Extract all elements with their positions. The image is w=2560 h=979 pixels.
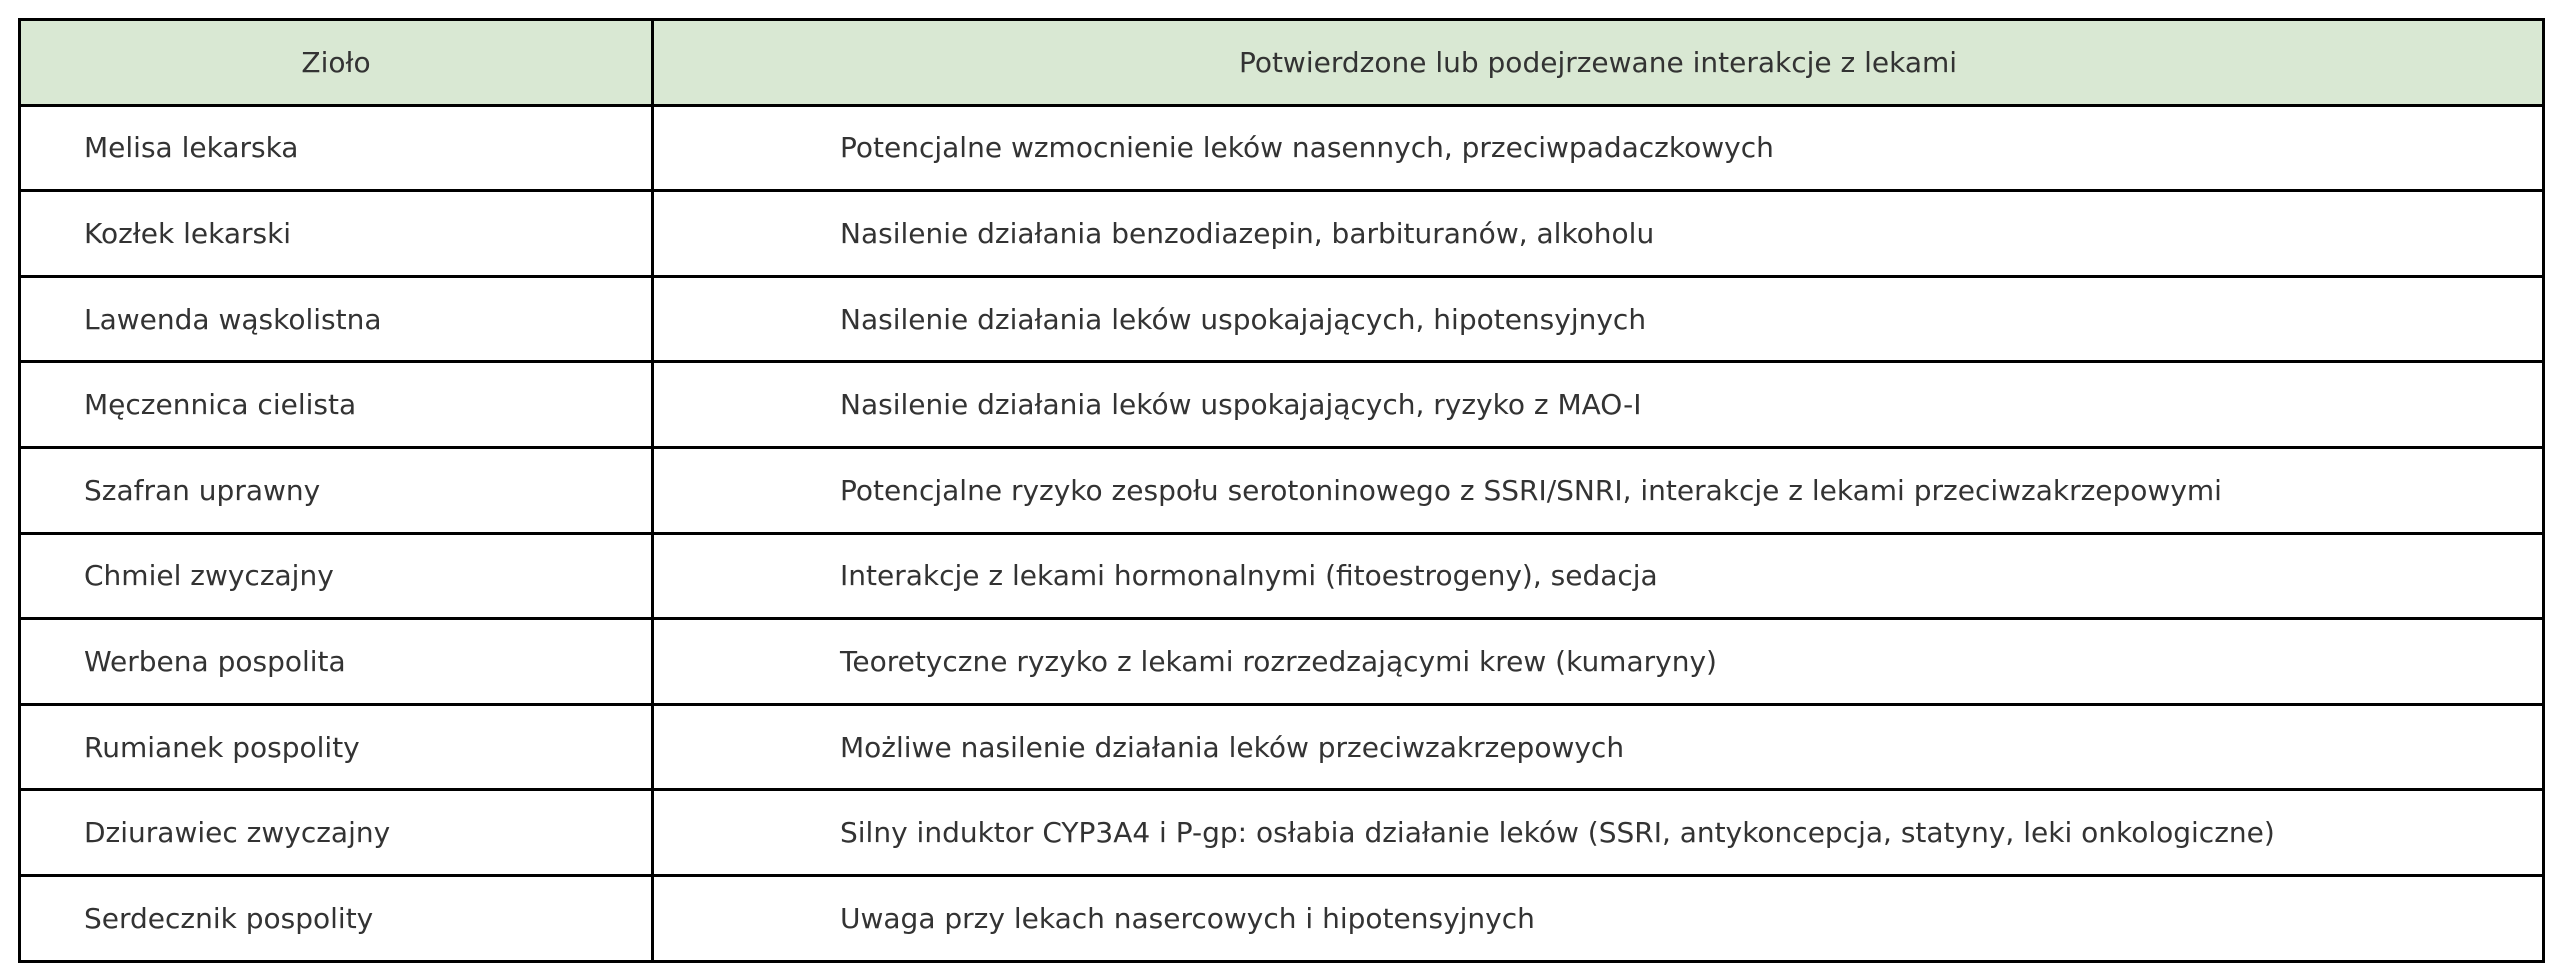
interaction-cell: Potencjalne wzmocnienie leków nasennych, przeciwpadaczkowych — [653, 105, 2544, 191]
herb-name-cell: Rumianek pospolity — [20, 704, 653, 790]
table-row — [20, 619, 2544, 705]
table-row — [20, 105, 2544, 191]
table-row — [20, 362, 2544, 448]
interaction-cell: Uwaga przy lekach nasercowych i hipotensyjnych — [653, 875, 2544, 961]
herb-name-cell: Werbena pospolita — [20, 619, 653, 705]
interaction-cell: Silny induktor CYP3A4 i P-gp: osłabia działanie leków (SSRI, antykoncepcja, statyny, leki onkologiczne) — [653, 790, 2544, 876]
table-row — [20, 447, 2544, 533]
interaction-cell: Teoretyczne ryzyko z lekami rozrzedzającymi krew (kumaryny) — [653, 619, 2544, 705]
table-row — [20, 704, 2544, 790]
interaction-cell: Nasilenie działania benzodiazepin, barbituranów, alkoholu — [653, 191, 2544, 277]
interaction-cell: Interakcje z lekami hormonalnymi (fitoestrogeny), sedacja — [653, 533, 2544, 619]
herb-name-cell: Lawenda wąskolistna — [20, 276, 653, 362]
herb-name-cell: Szafran uprawny — [20, 447, 653, 533]
table-row — [20, 191, 2544, 277]
herb-name-cell: Męczennica cielista — [20, 362, 653, 448]
herb-name-cell: Melisa lekarska — [20, 105, 653, 191]
interaction-cell: Nasilenie działania leków uspokajających, hipotensyjnych — [653, 276, 2544, 362]
table-row — [20, 276, 2544, 362]
table-row — [20, 533, 2544, 619]
herb-name-cell: Dziurawiec zwyczajny — [20, 790, 653, 876]
herb-name-cell: Kozłek lekarski — [20, 191, 653, 277]
interaction-cell: Nasilenie działania leków uspokajających, ryzyko z MAO-I — [653, 362, 2544, 448]
column-header-interactions: Potwierdzone lub podejrzewane interakcje z lekami — [653, 20, 2544, 106]
interaction-cell: Potencjalne ryzyko zespołu serotoninowego z SSRI/SNRI, interakcje z lekami przeciwzakrzepowymi — [653, 447, 2544, 533]
herb-drug-interactions-table — [18, 18, 2545, 963]
table-header-row — [20, 20, 2544, 106]
herb-name-cell: Chmiel zwyczajny — [20, 533, 653, 619]
herb-name-cell: Serdecznik pospolity — [20, 875, 653, 961]
interaction-cell: Możliwe nasilenie działania leków przeciwzakrzepowych — [653, 704, 2544, 790]
column-header-herb: Zioło — [20, 20, 653, 106]
table-row — [20, 790, 2544, 876]
table-row — [20, 875, 2544, 961]
